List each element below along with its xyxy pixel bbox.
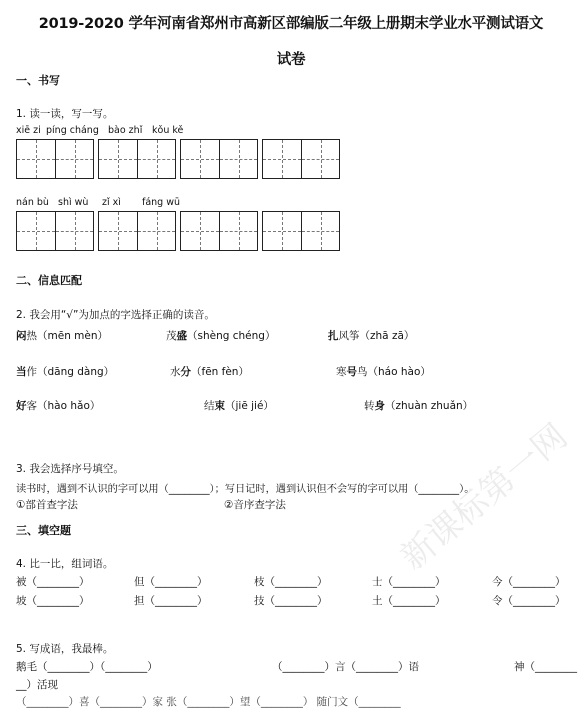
word-compare-blank[interactable]: 士（________） <box>372 576 446 588</box>
idiom-blank-row-3[interactable]: （________）喜（________）家 张（________）望（________） 随门文（________ <box>16 696 401 708</box>
word-compare-blank[interactable]: 土（________） <box>372 595 446 607</box>
pinyin-6: shì wù <box>58 197 89 208</box>
watermark: 新课标第一网 <box>393 416 576 579</box>
pinyin-4: kǒu kě <box>152 125 184 136</box>
pinyin-row-2 <box>16 197 180 208</box>
reading-choice-item[interactable]: 闷热（mēn mèn） <box>16 330 109 342</box>
reading-choice-item[interactable]: 水分（fēn fèn） <box>170 366 249 378</box>
writing-box[interactable] <box>98 211 176 251</box>
pinyin-1: xiē zi <box>16 125 41 136</box>
pinyin-2: píng cháng <box>46 125 99 136</box>
option-radical-method: ①部首查字法 <box>16 499 78 511</box>
section-matching: 二、信息匹配 <box>16 274 82 287</box>
reading-choice-item[interactable]: 扎风筝（zhā zā） <box>328 330 415 342</box>
question-2-prompt: 2. 我会用“√”为加点的字选择正确的读音。 <box>16 309 215 321</box>
pinyin-3: bào zhǐ <box>108 125 143 136</box>
option-phonetic-method: ②音序查字法 <box>224 499 286 511</box>
title-line-2: 试卷 <box>276 52 306 68</box>
reading-choice-item[interactable]: 结束（jiē jié） <box>204 400 274 412</box>
section-writing: 一、书写 <box>16 74 60 87</box>
writing-grid-row-1 <box>16 139 344 177</box>
pinyin-row-1 <box>16 125 183 136</box>
idiom-blank[interactable]: 鹅毛（________）（________） <box>16 661 158 673</box>
writing-box[interactable] <box>16 139 94 179</box>
writing-box[interactable] <box>180 139 258 179</box>
word-compare-blank[interactable]: 被（________） <box>16 576 90 588</box>
word-compare-blank[interactable]: 枝（________） <box>254 576 328 588</box>
reading-choice-item[interactable]: 茂盛（shèng chéng） <box>166 330 276 342</box>
title-line-1: 2019-2020 学年河南省郑州市高新区部编版二年级上册期末学业水平测试语文 <box>38 16 544 32</box>
writing-box[interactable] <box>262 211 340 251</box>
section-fill-blank: 三、填空题 <box>16 524 71 537</box>
word-compare-blank[interactable]: 技（________） <box>254 595 328 607</box>
pinyin-8: fáng wū <box>142 197 181 208</box>
idiom-blank[interactable]: （________）言（________）语 <box>272 661 419 673</box>
reading-choice-item[interactable]: 当作（dāng dàng） <box>16 366 115 378</box>
writing-box[interactable] <box>180 211 258 251</box>
word-compare-blank[interactable]: 今（________） <box>492 576 566 588</box>
idiom-blank[interactable]: 神（________ <box>514 661 577 673</box>
writing-grid-row-2 <box>16 211 344 249</box>
reading-choice-item[interactable]: 好客（hào hǎo） <box>16 400 101 412</box>
question-3-sentence[interactable]: 读书时，遇到不认识的字可以用（________）；写日记时，遇到认识但不会写的字可以用（________）。 <box>16 484 475 495</box>
writing-box[interactable] <box>262 139 340 179</box>
question-5-prompt: 5. 写成语，我最棒。 <box>16 643 114 655</box>
question-4-prompt: 4. 比一比，组词语。 <box>16 558 114 570</box>
reading-choice-item[interactable]: 转身（zhuàn zhuǎn） <box>364 400 474 412</box>
word-compare-blank[interactable]: 担（________） <box>134 595 208 607</box>
pinyin-5: nán bù <box>16 197 49 208</box>
question-1-prompt: 1. 读一读，写一写。 <box>16 108 114 120</box>
exam-title <box>8 6 574 78</box>
word-compare-blank[interactable]: 令（________） <box>492 595 566 607</box>
question-3-prompt: 3. 我会选择序号填空。 <box>16 463 124 475</box>
writing-box[interactable] <box>98 139 176 179</box>
word-compare-blank[interactable]: 但（________） <box>134 576 208 588</box>
idiom-blank-continued[interactable]: __）活现 <box>16 679 58 691</box>
reading-choice-item[interactable]: 寒号鸟（háo hào） <box>336 366 431 378</box>
pinyin-7: zǐ xì <box>102 197 121 208</box>
word-compare-blank[interactable]: 坡（________） <box>16 595 90 607</box>
writing-box[interactable] <box>16 211 94 251</box>
